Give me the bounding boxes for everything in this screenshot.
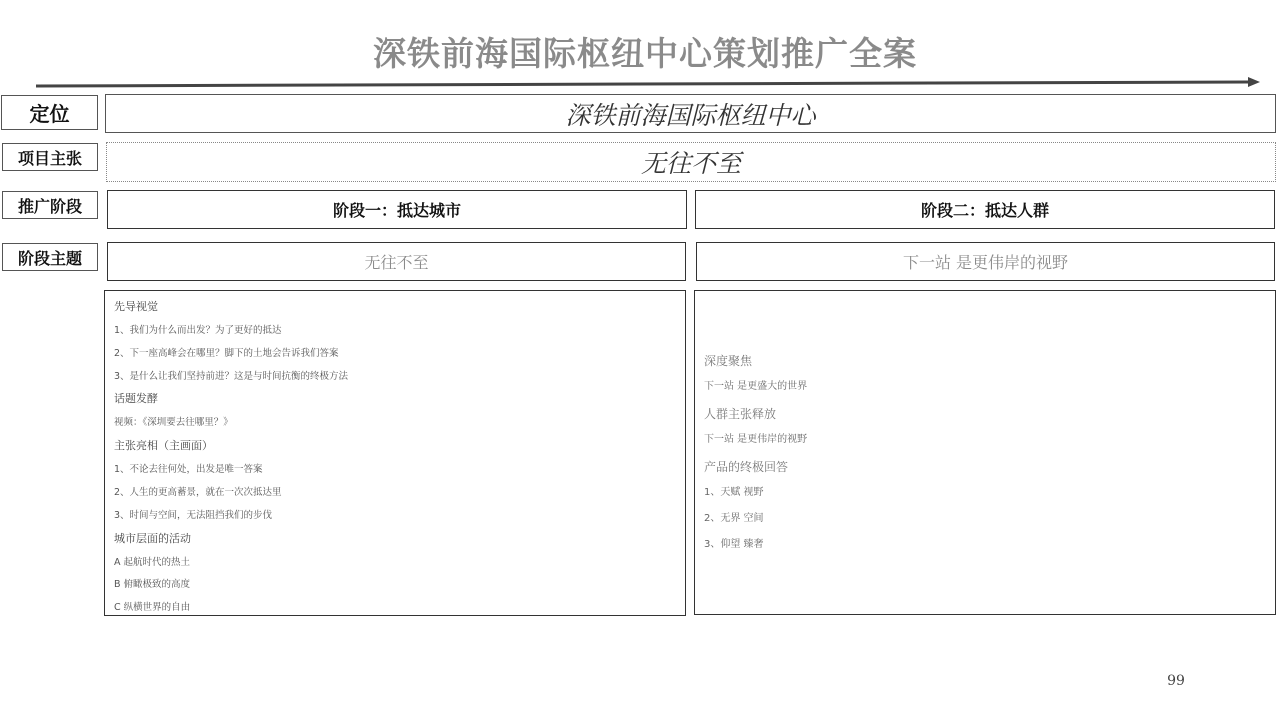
stage1-item: 2、下一座高峰会在哪里？脚下的土地会告诉我们答案 <box>114 347 339 359</box>
stage1-heading: 话题发酵 <box>114 392 158 406</box>
proposition-box <box>106 142 1276 182</box>
proposition-value: 无往不至 <box>640 149 741 178</box>
stage1-item: A 起航时代的热土 <box>114 556 191 568</box>
stage2-item: 下一站 是更盛大的世界 <box>704 381 808 392</box>
label-stage-theme: 阶段主题 <box>2 243 98 271</box>
stage1-heading: 主张亮相（主画面） <box>114 439 213 453</box>
stage1-item: 2、人生的更高蓄景，就在一次次抵达里 <box>114 486 282 498</box>
stage2-heading: 产品的终极回答 <box>704 460 789 474</box>
stage2-item: 2、无界 空间 <box>704 513 764 524</box>
stage1-item: 3、时间与空间，无法阻挡我们的步伐 <box>114 509 273 521</box>
stage2-item: 下一站 是更伟岸的视野 <box>704 434 808 445</box>
stage2-heading: 深度聚焦 <box>704 354 753 368</box>
label-stages: 推广阶段 <box>2 191 98 219</box>
stage1-item: B 俯瞰极致的高度 <box>114 579 191 591</box>
stage1-item: C 纵横世界的自由 <box>114 602 191 614</box>
stage1-heading: 城市层面的活动 <box>114 531 191 545</box>
stage1-title-box <box>107 190 687 229</box>
page-title: 深铁前海国际枢纽中心策划推广全案 <box>373 34 917 73</box>
stage2-item: 3、仰望 臻奢 <box>704 539 764 550</box>
stage1-item: 3、是什么让我们坚持前进？这是与时间抗衡的终极方法 <box>114 370 349 382</box>
positioning-value: 深铁前海国际枢纽中心 <box>565 100 816 130</box>
stage1-item: 1、不论去往何处，出发是唯一答案 <box>114 464 263 476</box>
stage1-title: 阶段一：抵达城市 <box>332 201 461 220</box>
stage1-theme-box <box>107 242 686 281</box>
stage2-heading: 人群主张释放 <box>704 407 777 421</box>
stage1-content <box>104 290 686 616</box>
stage2-title-box <box>695 190 1275 229</box>
stage2-theme-box <box>696 242 1275 281</box>
stage2-theme: 下一站 是更伟岸的视野 <box>902 253 1069 272</box>
stage1-theme: 无往不至 <box>364 253 429 272</box>
stage1-item: 视频：《深圳要去往哪里？》 <box>114 417 233 429</box>
stage2-content <box>694 290 1276 615</box>
stage1-heading: 先导视觉 <box>114 300 158 313</box>
timeline-arrow <box>36 76 1262 90</box>
stage1-item: 1、我们为什么而出发？为了更好的抵达 <box>114 325 282 336</box>
stage2-title: 阶段二：抵达人群 <box>920 201 1049 220</box>
page-number: 99 <box>1167 673 1185 689</box>
positioning-box <box>105 94 1276 133</box>
stage2-item: 1、天赋 视野 <box>704 487 764 498</box>
label-positioning: 定位 <box>1 95 98 130</box>
label-proposition: 项目主张 <box>2 143 98 171</box>
